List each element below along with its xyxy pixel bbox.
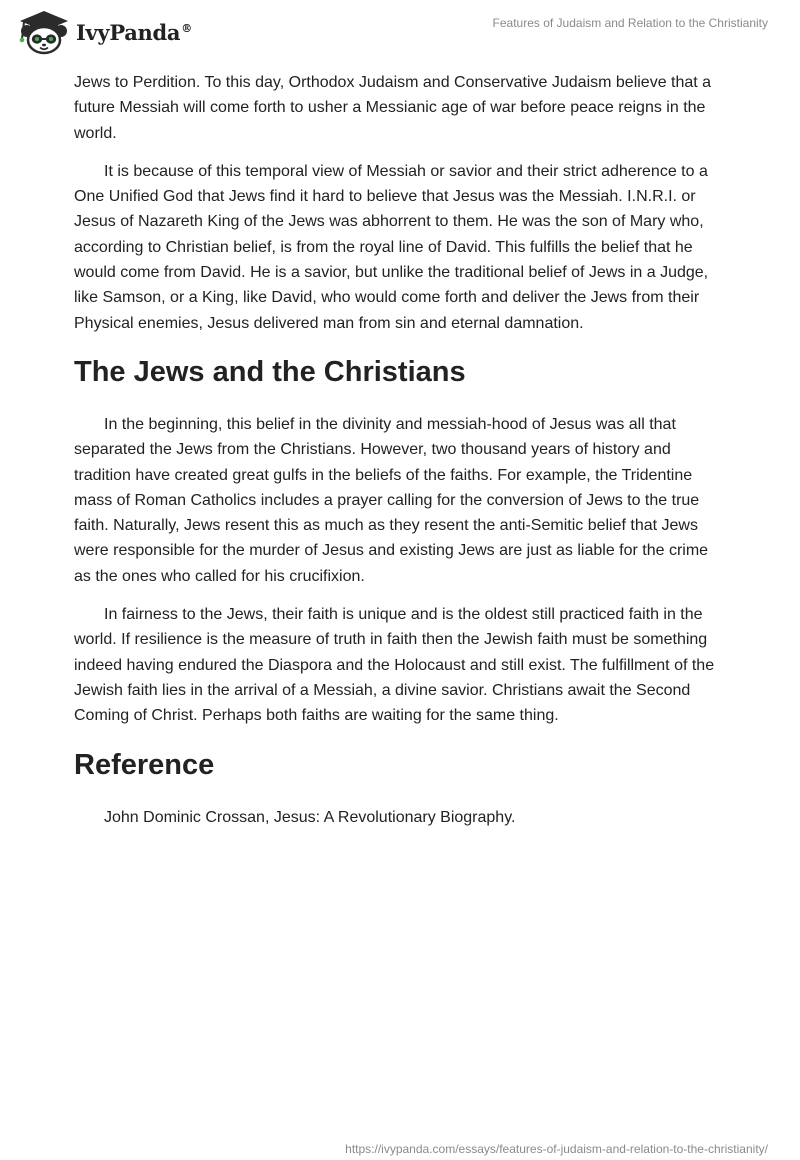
reference-item: John Dominic Crossan, Jesus: A Revolutionary Biography. <box>104 808 516 826</box>
logo-name: IvyPanda <box>76 19 181 45</box>
heading-jews-and-christians: The Jews and the Christians <box>74 355 466 388</box>
paragraph-3: In the beginning, this belief in the divinity and messiah-hood of Jesus was all that separated the Jews from the Christians. However, two thousand years of history and tradition have created great gulfs in the beliefs of the faiths. For example, the Tridentine mass of Roman Catholics includes a prayer calling for the conversion of Jews to the true faith. Naturally, Jews resent this as much as they resent the anti-Semitic belief that Jews were responsible for the murder of Jesus and existing Jews are just as liable for the crime as the ones who called for his crucifixion. <box>74 415 709 585</box>
essay-content <box>74 70 726 830</box>
heading-reference: Reference <box>74 748 215 781</box>
page-header <box>0 0 800 64</box>
panda-graduate-icon <box>14 9 72 55</box>
ivypanda-logo[interactable] <box>14 8 192 56</box>
source-url-link[interactable]: https://ivypanda.com/essays/features-of-judaism-and-relation-to-the-christianity/ <box>345 1142 768 1156</box>
running-title: Features of Judaism and Relation to the Christianity <box>492 16 768 30</box>
paragraph-1: Jews to Perdition. To this day, Orthodox Judaism and Conservative Judaism believe that a future Messiah will come forth to usher a Messianic age of war before peace reigns in the world. <box>74 74 712 142</box>
logo-wordmark <box>76 20 192 45</box>
paragraph-2: It is because of this temporal view of Messiah or savior and their strict adherence to a One Unified God that Jews find it hard to believe that Jesus was the Messiah. I.N.R.I. or Jesus of Nazareth King of the Jews was abhorrent to them. He was the son of Mary who, according to Christian belief, is from the royal line of David. This fulfills the belief that he would come from David. He is a savior, but unlike the traditional belief of Jews in a Judge, like Samson, or a King, like David, who would come forth and deliver the Jews from their Physical enemies, Jesus delivered man from sin and eternal damnation. <box>74 162 709 332</box>
registered-mark: ® <box>181 21 192 35</box>
paragraph-4: In fairness to the Jews, their faith is unique and is the oldest still practiced faith in the world. If resilience is the measure of truth in faith then the Jewish faith must be something indeed having endured the Diaspora and the Holocaust and still exist. The fulfillment of the Jewish faith lies in the arrival of a Messiah, a divine savior. Christians await the Second Coming of Christ. Perhaps both faiths are waiting for the same thing. <box>74 606 715 725</box>
